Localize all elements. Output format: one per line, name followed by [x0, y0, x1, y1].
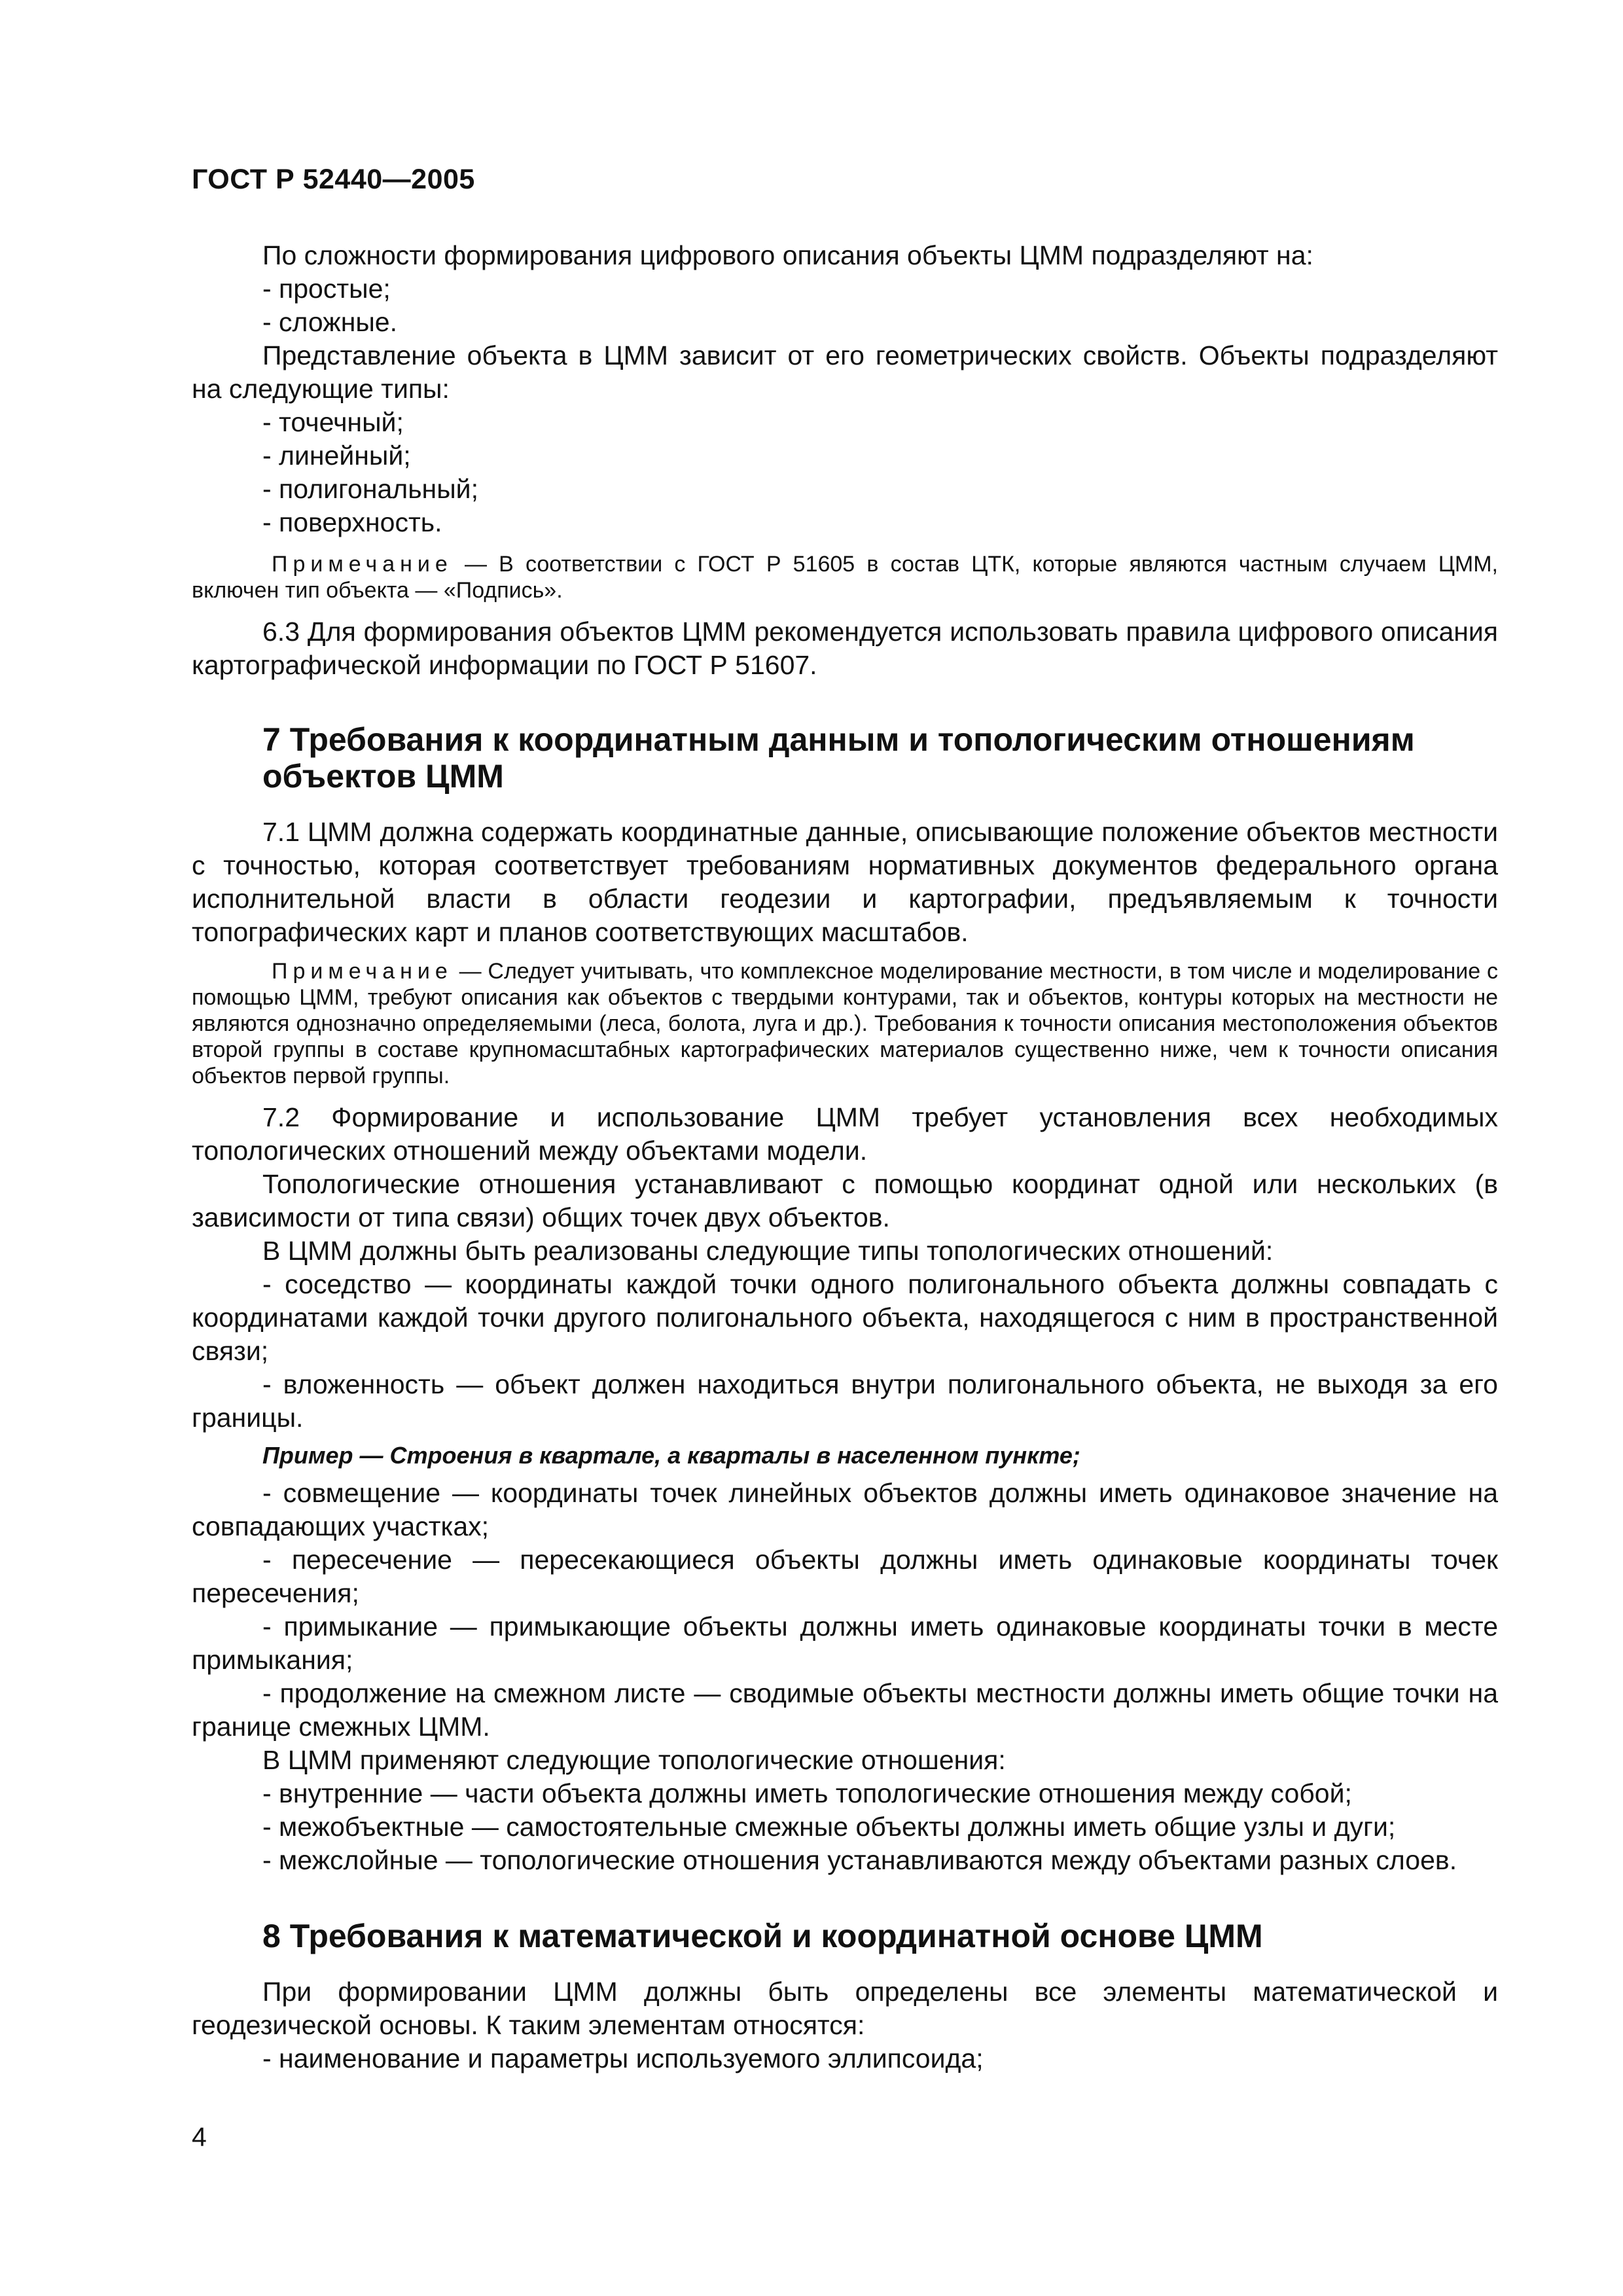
list-item: - межслойные — топологические отношения устанавливаются между объектами разных слоев. [262, 1845, 1457, 1875]
note-2 [192, 958, 1498, 1089]
note-label: Примечание [272, 959, 453, 984]
list-item: - наименование и параметры используемого эллипсоида; [262, 2043, 984, 2073]
section-7-title-line2: объектов ЦММ [262, 758, 504, 795]
page-number: 4 [192, 2122, 207, 2152]
clause-7-2: 7.2 Формирование и использование ЦММ требует установления всех необходимых топологических отношений между объектами модели. [192, 1102, 1498, 1166]
list-item: - линейный; [262, 440, 411, 471]
clause-7-2-c: В ЦММ должны быть реализованы следующие типы топологических отношений: [262, 1236, 1274, 1266]
clause-7-2-b: Топологические отношения устанавливают с помощью координат одной или нескольких (в зависимости от типа связи) общих точек двух объектов. [192, 1169, 1498, 1232]
note-text: — Следует учитывать, что комплексное моделирование местности, в том числе и моделирование с помощью ЦММ, требуют описания как объектов с твердыми контурами, так и объектов, контуры которых на местности не являются однозначно определяемыми (леса, болота, луга и др.). Требования к точности описания местоположения объектов второй группы в составе крупномасштабных картографических материалов существенно ниже, чем к точности описания объектов первой группы. [192, 959, 1498, 1088]
document-header: ГОСТ Р 52440—2005 [192, 164, 475, 195]
example-text: Пример — Строения в квартале, а кварталы в населенном пункте; [262, 1442, 1080, 1469]
section-7-title [192, 721, 1498, 795]
list-item: - внутренние — части объекта должны иметь топологические отношения между собой; [262, 1778, 1352, 1808]
clause-6-3: 6.3 Для формирования объектов ЦММ рекомендуется использовать правила цифрового описания картографической информации по ГОСТ Р 51607. [192, 617, 1498, 680]
relation-item: - вложенность — объект должен находиться внутри полигонального объекта, не выходя за его границы. [192, 1369, 1498, 1433]
list-item: - точечный; [262, 407, 404, 437]
section-7-title-line1: 7 Требования к координатным данным и топологическим отношениям [262, 721, 1415, 758]
relation-item: - пересечение — пересекающиеся объекты должны иметь одинаковые координаты точек пересечения; [192, 1545, 1498, 1608]
section-8-title: 8 Требования к математической и координатной основе ЦММ [262, 1918, 1263, 1954]
note-1 [192, 551, 1498, 603]
list-item: - простые; [262, 274, 391, 304]
relation-item: - примыкание — примыкающие объекты должны иметь одинаковые координаты точки в месте примыкания; [192, 1611, 1498, 1675]
page-content [192, 239, 1498, 2075]
relation-item: - продолжение на смежном листе — сводимые объекты местности должны иметь общие точки на границе смежных ЦММ. [192, 1678, 1498, 1742]
section-8-intro: При формировании ЦММ должны быть определены все элементы математической и геодезической основы. К таким элементам относятся: [192, 1977, 1498, 2040]
applied-intro: В ЦММ применяют следующие топологические отношения: [262, 1745, 1006, 1775]
note-text: — В соответствии с ГОСТ Р 51605 в состав ЦТК, которые являются частным случаем ЦММ, включен тип объекта — «Подпись». [192, 552, 1498, 603]
list-item: - межобъектные — самостоятельные смежные объекты должны иметь общие узлы и дуги; [262, 1812, 1396, 1842]
list-item: - поверхность. [262, 507, 442, 537]
relation-item: - соседство — координаты каждой точки одного полигонального объекта должны совпадать с координатами каждой точки другого полигонального объекта, находящегося с ним в пространственной связи; [192, 1269, 1498, 1366]
list-item: - полигональный; [262, 474, 478, 504]
list-item: - сложные. [262, 307, 398, 337]
complexity-intro: По сложности формирования цифрового описания объекты ЦММ подразделяют на: [262, 240, 1313, 270]
note-label: Примечание [272, 552, 453, 577]
clause-7-1: 7.1 ЦММ должна содержать координатные данные, описывающие положение объектов местности с точностью, которая соответствует требованиям нормативных документов федерального органа исполнительной власти в области геодезии и картографии, предъявляемым к точности топографических карт и планов соответствующих масштабов. [192, 817, 1498, 947]
relation-item: - совмещение — координаты точек линейных объектов должны иметь одинаковое значение на совпадающих участках; [192, 1478, 1498, 1541]
types-intro: Представление объекта в ЦММ зависит от его геометрических свойств. Объекты подразделяют на следующие типы: [192, 340, 1498, 404]
